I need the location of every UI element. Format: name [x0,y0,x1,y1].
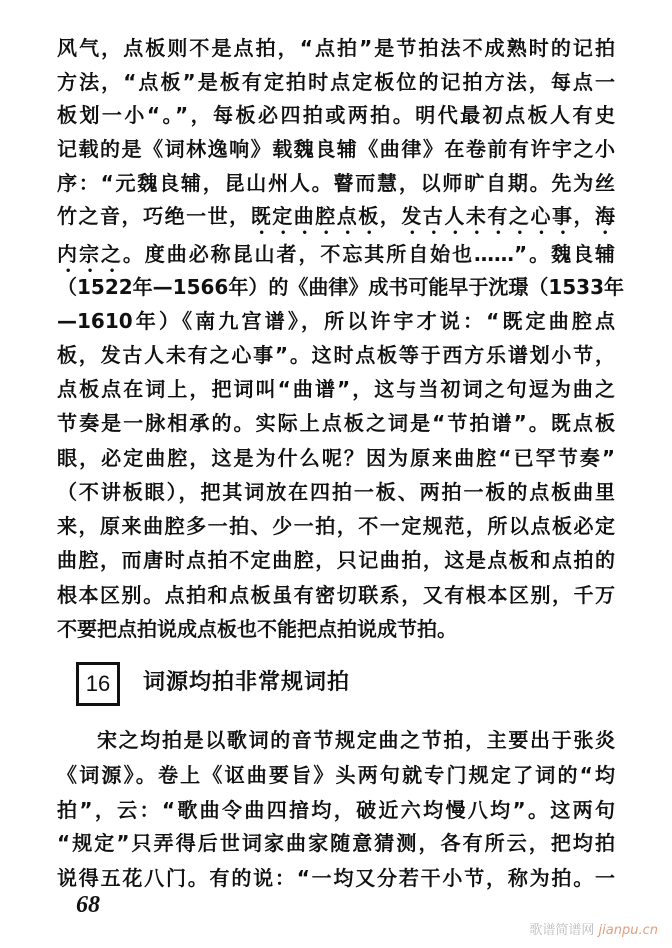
emphasized-text: 内宗之 [57,242,123,266]
text-line: 节奏是一脉相承的。实际上点板之词是“节拍谱”。既点板 [57,411,615,435]
text-span: 。度曲必称昆山者，不忘其所自始也……”。魏良辅 [122,242,615,266]
text-line: 记载的是《词林逸响》载魏良辅《曲律》在卷前有许宇之小 [57,137,615,161]
watermark-url: jianpu.cn [598,923,658,938]
text-line: 序：“元魏良辅，昆山州人。瞽而慧，以师旷自期。先为丝 [57,171,615,195]
emphasized-text: 既定曲腔点板，发古人未有之心事，海 [250,204,616,228]
text-line: 方法，“点板”是板有定拍时点定板位的记拍方法，每点一 [57,70,615,94]
section-title: 词源均拍非常规词拍 [143,670,351,695]
section-number-box: 16 [76,662,120,706]
text-line: 《词源》。卷上《讴曲要旨》头两句就专门规定了词的“均 [57,763,615,787]
text-line: 不要把点拍说成点板也不能把点拍说成节拍。 [57,617,457,641]
text-line: —1610年）《南九宫谱》，所以许宇才说：“既定曲腔点 [57,309,615,333]
text-line: “规定”只弄得后世词家曲家随意猜测，各有所云，把均拍 [57,831,615,855]
text-line: 说得五花八门。有的说：“一均又分若干小节，称为拍。一 [57,866,615,890]
text-line [57,200,615,232]
text-line: 曲腔，而唐时点拍不定曲腔，只记曲拍，这是点板和点拍的 [57,548,615,572]
page-number: 68 [76,892,100,918]
text-line: 风气，点板则不是点拍，“点拍”是节拍法不成熟时的记拍 [57,36,615,60]
watermark [529,919,658,938]
text-line: 点板点在词上，把词叫“曲谱”，这与当初词之句逗为曲之 [57,377,615,401]
text-line: 眼，必定曲腔，这是为什么呢？因为原来曲腔“已罕节奏” [57,446,615,470]
text-line: 拍”，云：“歌曲令曲四揞均，破近六均慢八均”。这两句 [57,798,615,822]
text-line: 板，发古人未有之心事”。这时点板等于西方乐谱划小节， [57,343,615,367]
text-line: 来，原来曲腔多一拍、少一拍，不一定规范，所以点板必定 [57,514,615,538]
watermark-site: 歌谱简谱网 [529,923,595,938]
text-line: （不讲板眼），把其词放在四拍一板、两拍一板的点板曲里 [57,480,615,504]
text-line: 宋之均拍是以歌词的音节规定曲之节拍，主要出于张炎 [97,728,615,752]
text-line: 根本区别。点拍和点板虽有密切联系，又有根本区别，千万 [57,583,615,607]
text-line: （1522年—1566年）的《曲律》成书可能早于沈璟（1533年 [57,275,624,299]
text-line: 板划一小“。”，每板必四拍或两拍。明代最初点板人有史 [57,103,615,127]
text-span: 竹之音，巧绝一世， [57,204,251,228]
text-line [57,238,615,270]
